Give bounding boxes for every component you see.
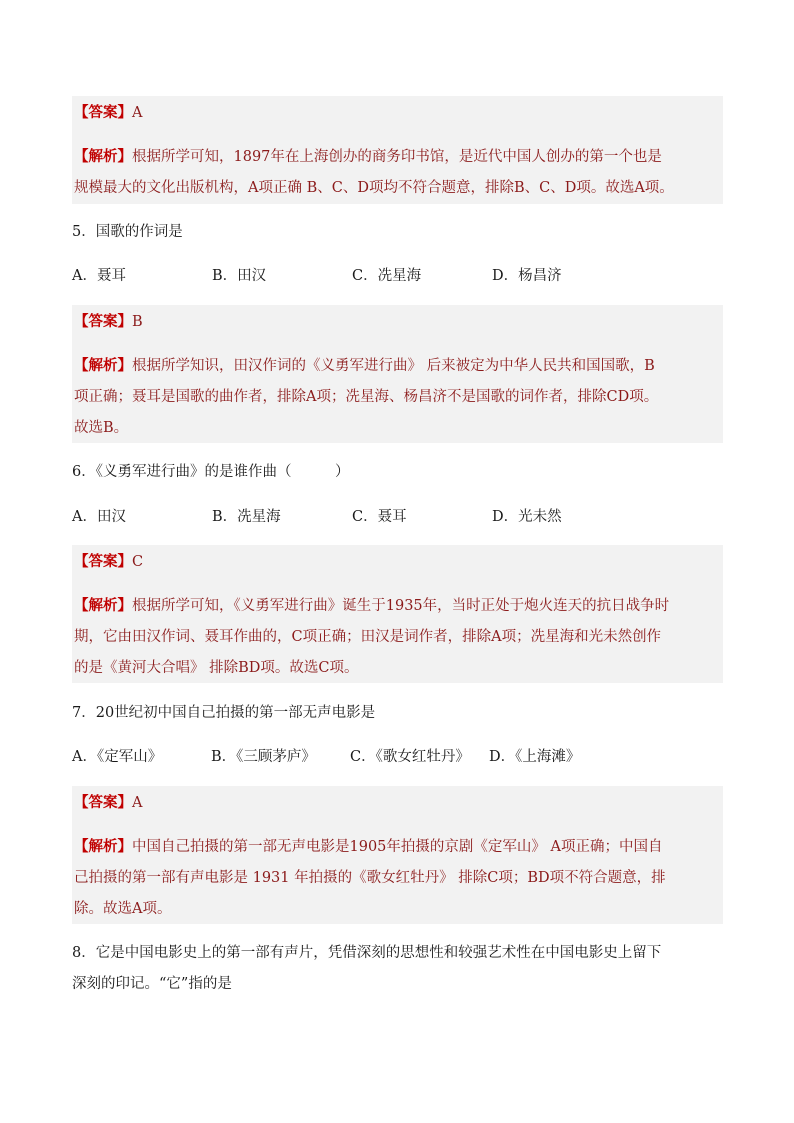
analysis-text: 根据所学可知，《义勇军进行曲》诞生于1935年，当时正处于炮火连天的抗日战争时 [132,598,670,614]
option-d: D．杨昌济 [492,268,562,284]
answer-tag: 【答案】 [74,795,132,811]
analysis-text: 项正确；聂耳是国歌的曲作者，排除A项；冼星海、杨昌济不是国歌的词作者，排除CD项。 [74,389,659,405]
option-d: D．《上海滩》 [489,749,581,765]
q7-question: 7．20世纪初中国自己拍摄的第一部无声电影是 [72,705,376,721]
analysis-tag: 【解析】 [74,149,132,165]
answer-tag: 【答案】 [74,105,132,121]
option-c: C．《歌女红牡丹》 [350,749,470,765]
q4-answer-block [72,96,723,204]
analysis-text: 根据所学可知，1897年在上海创办的商务印书馆，是近代中国人创办的第一个也是 [132,149,662,165]
option-d: D．光未然 [492,509,562,525]
analysis-tag: 【解析】 [74,598,132,614]
option-b: B．《三顾茅庐》 [211,749,316,765]
option-b: B．冼星海 [212,509,281,525]
option-a: A．聂耳 [72,268,126,284]
analysis-tag: 【解析】 [74,358,132,374]
q7-options [72,742,723,773]
q5-question: 5．国歌的作词是 [72,224,183,240]
option-a: A．田汉 [72,509,126,525]
q5-options [72,261,723,292]
analysis-text: 规模最大的文化出版机构，A项正确 B、C、D项均不符合题意，排除B、C、D项。故选A项。 [74,180,674,196]
q8-question [72,938,723,1000]
option-a: A．《定军山》 [72,749,163,765]
option-c: C．聂耳 [352,509,407,525]
analysis-text: 根据所学知识，田汉作词的《义勇军进行曲》 后来被定为中华人民共和国国歌，B [132,358,655,374]
analysis-text: 期，它由田汉作词、聂耳作曲的，C项正确；田汉是词作者，排除A项；冼星海和光未然创作 [74,629,662,645]
answer-value: A [132,105,143,121]
option-b: B．田汉 [212,268,267,284]
analysis-text: 己拍摄的第一部有声电影是 1931 年拍摄的《歌女红牡丹》 排除C项；BD项不符合题意，排 [74,870,666,886]
analysis-text: 中国自己拍摄的第一部无声电影是1905年拍摄的京剧《定军山》 A项正确；中国自 [132,839,663,855]
analysis-text: 故选B。 [74,420,129,436]
answer-value: A [132,795,143,811]
q6-answer-block [72,545,723,683]
answer-tag: 【答案】 [74,314,132,330]
q6-question: 6．《义勇军进行曲》的是谁作曲（ ） [72,464,350,480]
q7-answer-block [72,786,723,924]
analysis-tag: 【解析】 [74,839,132,855]
q5-answer-block [72,305,723,443]
question-line: 深刻的印记。“它”指的是 [72,976,232,992]
analysis-text: 的是《黄河大合唱》 排除BD项。故选C项。 [74,660,359,676]
q6-options [72,502,723,533]
analysis-text: 除。故选A项。 [74,901,172,917]
answer-value: B [132,314,143,330]
question-line: 8．它是中国电影史上的第一部有声片，凭借深刻的思想性和较强艺术性在中国电影史上留下 [72,945,662,961]
option-c: C．冼星海 [352,268,422,284]
answer-value: C [132,554,144,570]
answer-tag: 【答案】 [74,554,132,570]
